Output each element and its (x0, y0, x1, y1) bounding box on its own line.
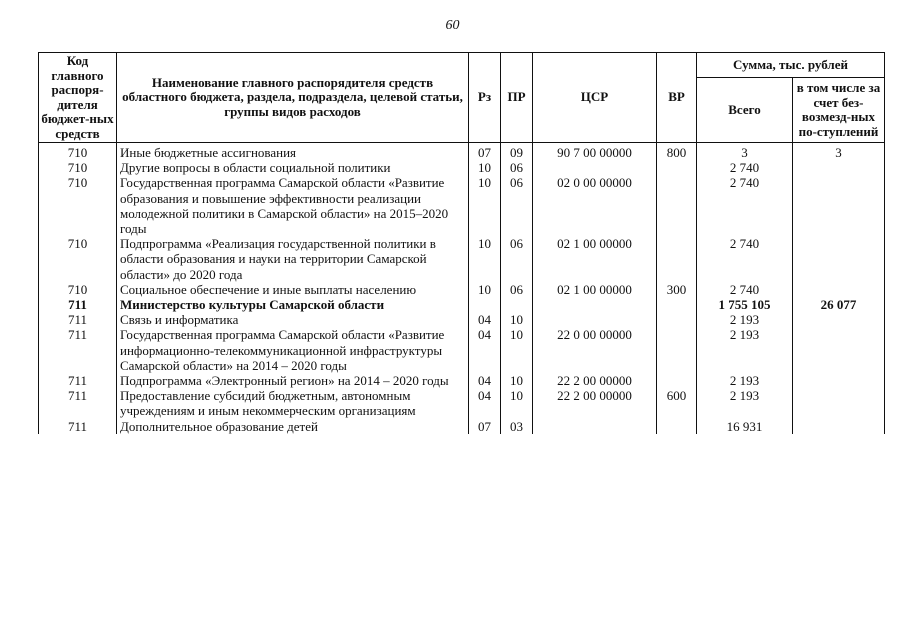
row-csr (533, 419, 657, 434)
row-vr (657, 236, 697, 282)
row-rz: 07 (469, 419, 501, 434)
row-code: 710 (39, 236, 117, 282)
row-name: Социальное обеспечение и иные выплаты населению (117, 282, 469, 297)
row-pr: 10 (501, 327, 533, 373)
row-code: 711 (39, 312, 117, 327)
row-pr: 06 (501, 236, 533, 282)
row-rz: 04 (469, 373, 501, 388)
table-row (39, 388, 885, 418)
table-row (39, 312, 885, 327)
row-code: 710 (39, 282, 117, 297)
header-rz: Рз (469, 53, 501, 143)
header-vr: ВР (657, 53, 697, 143)
row-grant (793, 327, 885, 373)
table-row (39, 143, 885, 161)
row-name: Государственная программа Самарской области «Развитие образования и повышение эффективности реализации молодежной политики в Самарской области» на 2015–2020 годы (117, 175, 469, 236)
row-grant (793, 175, 885, 236)
row-grant (793, 373, 885, 388)
row-rz: 04 (469, 388, 501, 418)
row-pr: 10 (501, 388, 533, 418)
row-rz: 10 (469, 282, 501, 297)
table-row (39, 373, 885, 388)
row-name: Иные бюджетные ассигнования (117, 143, 469, 161)
row-csr: 22 0 00 00000 (533, 327, 657, 373)
row-total: 2 740 (697, 236, 793, 282)
row-pr: 10 (501, 373, 533, 388)
row-rz: 10 (469, 160, 501, 175)
header-name: Наименование главного распорядителя средств областного бюджета, раздела, подраздела, целевой статьи, группы видов расходов (117, 53, 469, 143)
row-rz: 07 (469, 143, 501, 161)
row-total: 1 755 105 (697, 297, 793, 312)
row-csr (533, 312, 657, 327)
header-code: Код главного распоря-дителя бюджет-ных средств (39, 53, 117, 143)
row-total: 2 193 (697, 312, 793, 327)
header-sum: Сумма, тыс. рублей (697, 53, 885, 78)
row-csr: 02 1 00 00000 (533, 236, 657, 282)
row-vr (657, 160, 697, 175)
table-row (39, 175, 885, 236)
row-csr: 22 2 00 00000 (533, 373, 657, 388)
row-grant (793, 236, 885, 282)
table-row (39, 327, 885, 373)
row-code: 710 (39, 175, 117, 236)
row-grant (793, 419, 885, 434)
row-code: 711 (39, 373, 117, 388)
table-row (39, 282, 885, 297)
row-csr: 90 7 00 00000 (533, 143, 657, 161)
row-total: 3 (697, 143, 793, 161)
page-number: 60 (445, 18, 460, 33)
header-total: Всего (697, 78, 793, 143)
row-csr: 22 2 00 00000 (533, 388, 657, 418)
row-code: 711 (39, 419, 117, 434)
row-rz: 04 (469, 312, 501, 327)
row-name: Предоставление субсидий бюджетным, автономным учреждениям и иным некоммерческим организациям (117, 388, 469, 418)
row-grant (793, 312, 885, 327)
row-pr: 06 (501, 282, 533, 297)
header-pr: ПР (501, 53, 533, 143)
row-vr: 600 (657, 388, 697, 418)
row-csr: 02 0 00 00000 (533, 175, 657, 236)
row-vr: 300 (657, 282, 697, 297)
table-row (39, 419, 885, 434)
row-pr: 06 (501, 175, 533, 236)
row-total: 2 740 (697, 175, 793, 236)
row-grant (793, 282, 885, 297)
row-rz (469, 297, 501, 312)
row-vr (657, 327, 697, 373)
row-total: 2 193 (697, 373, 793, 388)
table-row (39, 297, 885, 312)
row-name: Дополнительное образование детей (117, 419, 469, 434)
row-vr (657, 175, 697, 236)
row-grant (793, 160, 885, 175)
row-total: 2 193 (697, 388, 793, 418)
row-name: Связь и информатика (117, 312, 469, 327)
row-code: 711 (39, 327, 117, 373)
row-csr (533, 297, 657, 312)
row-grant: 26 077 (793, 297, 885, 312)
row-pr: 06 (501, 160, 533, 175)
row-vr (657, 419, 697, 434)
row-total: 16 931 (697, 419, 793, 434)
row-code: 710 (39, 160, 117, 175)
row-vr (657, 373, 697, 388)
table-row (39, 160, 885, 175)
row-vr (657, 312, 697, 327)
table-header (39, 53, 885, 143)
header-csr: ЦСР (533, 53, 657, 143)
row-name: Подпрограмма «Реализация государственной политики в области образования и науки на территории Самарской области» до 2020 года (117, 236, 469, 282)
row-total: 2 740 (697, 282, 793, 297)
row-grant (793, 388, 885, 418)
row-name: Другие вопросы в области социальной политики (117, 160, 469, 175)
row-rz: 04 (469, 327, 501, 373)
row-vr: 800 (657, 143, 697, 161)
row-code: 711 (39, 297, 117, 312)
row-vr (657, 297, 697, 312)
row-rz: 10 (469, 175, 501, 236)
row-total: 2 740 (697, 160, 793, 175)
row-name: Министерство культуры Самарской области (117, 297, 469, 312)
table-body (39, 143, 885, 434)
row-pr: 10 (501, 312, 533, 327)
row-csr (533, 160, 657, 175)
row-total: 2 193 (697, 327, 793, 373)
row-pr: 03 (501, 419, 533, 434)
budget-table (38, 52, 885, 434)
row-pr: 09 (501, 143, 533, 161)
table-row (39, 236, 885, 282)
row-pr (501, 297, 533, 312)
row-rz: 10 (469, 236, 501, 282)
row-name: Подпрограмма «Электронный регион» на 2014 – 2020 годы (117, 373, 469, 388)
row-name: Государственная программа Самарской области «Развитие информационно-телекоммуникационной инфраструктуры Самарской области» на 2014 – 2020 годы (117, 327, 469, 373)
row-code: 710 (39, 143, 117, 161)
header-grant: в том числе за счет без-возмезд-ных по-ступлений (793, 78, 885, 143)
row-code: 711 (39, 388, 117, 418)
row-csr: 02 1 00 00000 (533, 282, 657, 297)
row-grant: 3 (793, 143, 885, 161)
